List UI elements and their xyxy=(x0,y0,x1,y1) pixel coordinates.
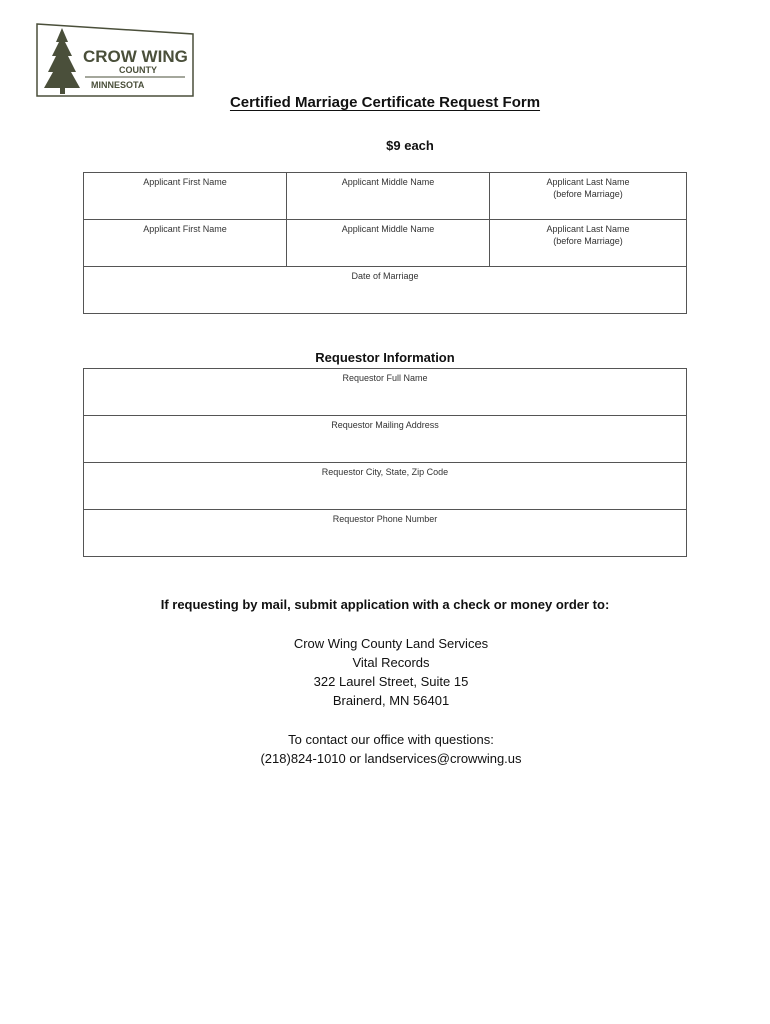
last-name-sublabel: (before Marriage) xyxy=(553,236,623,246)
last-name-label: Applicant Last Name xyxy=(546,224,630,234)
date-of-marriage-row xyxy=(84,267,687,314)
requestor-full-name-field[interactable]: Requestor Full Name xyxy=(84,369,687,416)
address-line: Vital Records xyxy=(352,655,430,670)
requestor-mailing-address-field[interactable]: Requestor Mailing Address xyxy=(84,416,687,463)
applicant-middle-name-field[interactable]: Applicant Middle Name xyxy=(287,220,490,267)
price-label: $9 each xyxy=(386,138,434,153)
requestor-phone-field[interactable]: Requestor Phone Number xyxy=(84,510,687,557)
address-line: 322 Laurel Street, Suite 15 xyxy=(313,674,469,689)
applicant-first-name-field[interactable]: Applicant First Name xyxy=(84,220,287,267)
contact-block xyxy=(0,730,770,768)
contact-intro: To contact our office with questions: xyxy=(288,732,494,747)
last-name-sublabel: (before Marriage) xyxy=(553,189,623,199)
pine-tree-icon xyxy=(44,28,80,94)
applicant-last-name-field[interactable] xyxy=(490,220,687,267)
contact-details: (218)824-1010 or landservices@crowwing.us xyxy=(260,751,522,766)
date-of-marriage-field[interactable]: Date of Marriage xyxy=(84,267,687,314)
logo-line-3: MINNESOTA xyxy=(91,80,145,90)
address-line: Crow Wing County Land Services xyxy=(293,636,489,651)
mail-instruction: If requesting by mail, submit application with a check or money order to: xyxy=(160,597,610,612)
county-logo xyxy=(35,22,195,98)
last-name-label: Applicant Last Name xyxy=(546,177,630,187)
applicant-row xyxy=(84,173,687,220)
applicant-table xyxy=(83,172,687,314)
applicant-row xyxy=(84,220,687,267)
requestor-section-title: Requestor Information xyxy=(315,350,455,365)
logo-line-1: CROW WING xyxy=(83,47,188,66)
applicant-first-name-field[interactable]: Applicant First Name xyxy=(84,173,287,220)
requestor-city-state-zip-field[interactable]: Requestor City, State, Zip Code xyxy=(84,463,687,510)
address-line: Brainerd, MN 56401 xyxy=(332,693,450,708)
form-title: Certified Marriage Certificate Request Form xyxy=(229,94,541,111)
requestor-table xyxy=(83,368,687,557)
applicant-middle-name-field[interactable]: Applicant Middle Name xyxy=(287,173,490,220)
mailing-address-block xyxy=(0,634,770,710)
logo-line-2: COUNTY xyxy=(119,65,157,75)
applicant-last-name-field[interactable] xyxy=(490,173,687,220)
